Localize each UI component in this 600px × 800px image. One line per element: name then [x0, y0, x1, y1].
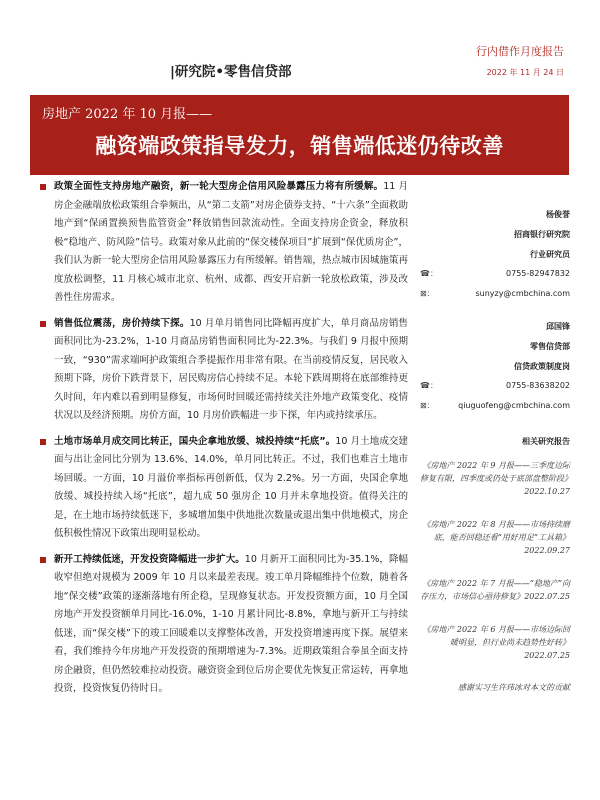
report-type: 行内借作月度报告 — [476, 45, 564, 58]
related-report-date: 2022.07.25 — [524, 651, 570, 660]
related-report-text: 《房地产 2022 年 9 月报——三季度边际修复有限，四季度或仍处于底部盘整阶段》 — [420, 461, 572, 483]
section-policy — [40, 178, 408, 308]
section-body: 10 月单月销售同比降幅再度扩大，单月商品房销售面积同比为-23.2%，1-10 月商品房销售面积同比为-22.3%。与我们 9 月报中预期一致，“930”需求端呵护政策组合季提振作用非常有限。在当前疫情反复，居民收入预期下降，房价下跌背景下，居民购房信心持续不足。本轮下跌周期将在底部维持更久时间，年内难以看到明显修复，市场何时回暖还需持续关注外地产政策变化、疫情状况以及经济预期。房价方面，10 月房价跌幅进一步下探，年内或持续承压。 — [54, 317, 408, 421]
square-bullet-icon — [40, 439, 46, 445]
section-body: 10 月新开工面积同比为-35.1%，降幅收窄但绝对规模为 2009 年 10 月以来最差表现。竣工单月降幅维持个位数，随着各地“保交楼”政策的逐渐落地有所企稳，呈现修复状态。开发投资额方面，10 月全国房地产开发投资额单月同比-16.0%，1-10 月累计同比-8.8%，拿地与新开工与持续低迷，而“保交楼”下的竣工回暖难以支撑整体改善，开发投资增速再度下探。展望来看，我们维持今年房地产开发投资的预期增速为-7.3%。近期政策组合拳虽全面支持房企融资，但仍然较难拉动投资。融资资金到位后房企要优先恢复正常运转，再拿地投资，投资恢复仍待时日。 — [54, 553, 408, 694]
section-body: 11 月房企金融端放松政策组合拳频出，从“第二支箭”对房企债券支持、“十六条”全面救助地产到“保函置换预售监管资金”释放销售回款流动性。全面支持房企资金，释放积极“稳地产、防风险”信号。政策对象从此前的“保交楼保项目”扩展到“保优质房企”，我们认为新一轮大型房企信用风险暴露压力有所缓解。销售端，热点城市因城施策再度放松调整，11 月核心城市北京、杭州、成都、西安开启新一轮放松政策，涉及改善性住房需求。 — [54, 181, 408, 303]
report-date: 2022 年 11 月 24 日 — [486, 68, 564, 77]
related-report-date: 2022.10.27 — [524, 487, 570, 496]
department-name: |研究院•零售信贷部 — [170, 64, 292, 80]
analyst-role: 行业研究员 — [530, 249, 570, 259]
analyst-phone: 0755-83638202 — [506, 381, 570, 390]
section-lead: 土地市场单月成交同比转正，国央企拿地放缓、城投持续“托底”。 — [54, 435, 336, 447]
phone-icon: ☎： — [420, 269, 438, 278]
related-report-text: 《房地产 2022 年 8 月报——市场持续磨底，能否回稳还看“用好用足”工具箱》 — [422, 520, 570, 542]
banner-title: 融资端政策指导发力，销售端低迷仍待改善 — [95, 133, 504, 158]
banner-subtitle: 房地产 2022 年 10 月报—— — [42, 107, 213, 122]
square-bullet-icon — [40, 557, 46, 563]
sidebar — [420, 204, 570, 693]
analyst-email-row — [420, 284, 570, 304]
analyst-email-row — [420, 396, 570, 416]
analyst-email[interactable]: sunyzy@cmbchina.com — [475, 289, 570, 298]
phone-icon: ☎： — [420, 381, 438, 390]
analyst-org: 招商银行研究院 — [514, 229, 570, 239]
analyst-email[interactable]: qiuguofeng@cmbchina.com — [458, 401, 570, 410]
analyst-card — [420, 316, 570, 416]
section-land — [40, 433, 408, 544]
related-reports-title: 相关研究报告 — [522, 436, 570, 446]
section-body: 10 月土地成交建面与出让金同比分别为 13.6%、14.0%，单月同比转正。不过，我们也难言土地市场回暖。一方面，10 月溢价率指标再创新低，仅为 2.2%。另一方面，央国企拿地放缓、城投持续入场“托底”，超九成 50 强房企 10 月并未拿地投资。值得关注的是，在土地市场持续低迷下，多城增加集中供地批次数量或退出集中供地模式，房企低积极性情况下政策出现明显松动。 — [54, 435, 409, 539]
section-lead: 新开工持续低迷，开发投资降幅进一步扩大。 — [54, 553, 245, 565]
related-report-text: 《房地产 2022 年 6 月报——市场边际回暖明显，但行业尚未趋势性好转》 — [422, 625, 570, 647]
section-construction — [40, 551, 408, 699]
analyst-name: 杨俊誉 — [546, 209, 570, 219]
analyst-phone-row — [420, 264, 570, 284]
related-report-item[interactable] — [420, 459, 570, 498]
square-bullet-icon — [40, 321, 46, 327]
analyst-phone: 0755-82947832 — [506, 269, 570, 278]
square-bullet-icon — [40, 184, 46, 190]
title-banner — [30, 95, 569, 175]
analyst-role: 信贷政策制度岗 — [514, 361, 570, 371]
related-report-item[interactable] — [420, 577, 570, 603]
section-sales — [40, 315, 408, 426]
email-icon: ⊠： — [420, 401, 435, 410]
related-report-date: 2022.09.27 — [524, 546, 570, 555]
acknowledgement: 感谢实习生许玮冰对本文的贡献 — [458, 683, 570, 692]
related-report-item[interactable] — [420, 518, 570, 557]
analyst-card — [420, 204, 570, 304]
section-lead: 销售低位震荡，房价持续下探。 — [54, 317, 190, 329]
related-report-date: 2022.07.25 — [524, 592, 570, 601]
section-lead: 政策全面性支持房地产融资，新一轮大型房企信用风险暴露压力将有所缓解。 — [54, 181, 384, 192]
related-report-item[interactable] — [420, 623, 570, 662]
related-report-text: 《房地产 2022 年 7 月报——“稳地产”向存压力，市场信心亟待修复》 — [420, 579, 570, 601]
analyst-phone-row — [420, 376, 570, 396]
analyst-name: 邱国锋 — [546, 321, 570, 331]
email-icon: ⊠： — [420, 289, 435, 298]
analyst-org: 零售信贷部 — [530, 341, 570, 351]
main-content — [40, 178, 408, 706]
